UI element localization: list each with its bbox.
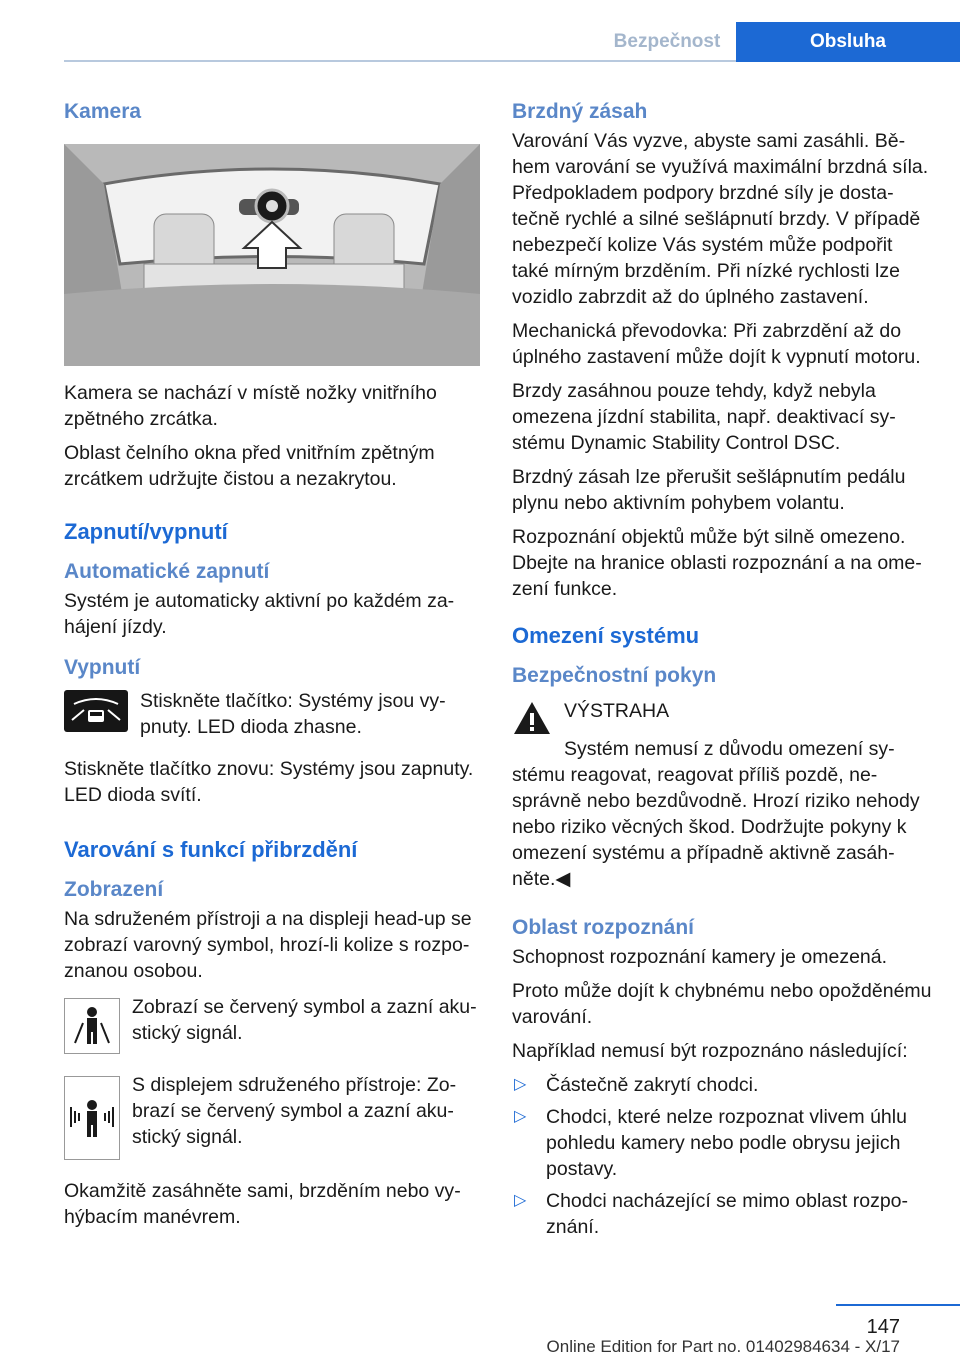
vypnuti-button-row — [64, 688, 482, 748]
tab-obsluha[interactable]: Obsluha — [736, 22, 960, 62]
zobrazeni-icon2-text: S displejem sdruženého přístroje: Zobrazí se červený symbol a zazní akustický signál. — [132, 1074, 457, 1148]
footer-rule — [836, 1304, 960, 1306]
zobrazeni-paragraph-2: Okamžitě zasáhněte sami, brzděním nebo vyhýbacím manévrem. — [64, 1180, 461, 1228]
warning-title: VÝSTRAHA — [564, 700, 670, 722]
warning-row — [512, 698, 932, 736]
oblast-paragraph-2: Proto může dojít k chybnému nebo opožděnému varování. — [512, 980, 932, 1028]
bullet-arrow-icon: ▷ — [514, 1192, 527, 1209]
brzdny-paragraph-1: Varování Vás vyzve, abyste sami zasáhli. Během varování se využívá maximální brzdná síla. Předpokladem podpory brzdné síly je dostatečně rychlé a silné sešlápnutí brzdy. V případě nebezpečí kolize Vás systém může podpořit také mírným brzděním. Při nízké rychlosti lze vozidlo zabrzdit až do úplného zastavení. — [512, 130, 929, 308]
limitations-list — [512, 1072, 932, 1240]
oblast-paragraph-3: Například nemusí být rozpoznáno následující: — [512, 1040, 908, 1062]
list-item: ▷ Chodci nacházející se mimo oblast rozpoznání. — [514, 1190, 909, 1238]
zobrazeni-icon1-text: Zobrazí se červený symbol a zazní akustický signál. — [132, 996, 477, 1044]
bullet-arrow-icon: ▷ — [514, 1108, 527, 1125]
zapnuti-heading: Zapnutí/vypnutí — [64, 519, 228, 544]
vypnuti-heading: Vypnutí — [64, 656, 141, 679]
zobrazeni-row-1 — [64, 994, 482, 1054]
kamera-heading: Kamera — [64, 100, 142, 123]
brzdny-paragraph-5: Rozpoznání objektů může být silně omezeno. Dbejte na hranice oblasti rozpoznání a na omezení funkce. — [512, 526, 922, 600]
brzdny-heading: Brzdný zásah — [512, 100, 648, 123]
zobrazeni-row-2 — [64, 1072, 482, 1160]
brzdny-paragraph-4: Brzdný zásah lze přerušit sešlápnutím pedálu plynu nebo aktivním pohybem volantu. — [512, 466, 906, 514]
zobrazeni-heading: Zobrazení — [64, 878, 164, 901]
warning-head — [564, 698, 932, 736]
page-number: 147 — [866, 1316, 900, 1338]
pedestrian-symbol-icon — [64, 998, 120, 1054]
oblast-heading: Oblast rozpoznání — [512, 916, 695, 939]
auto-paragraph: Systém je automaticky aktivní po každém zahájení jízdy. — [64, 590, 455, 638]
zobrazeni-paragraph: Na sdruženém přístroji a na displeji head-up se zobrazí varovný symbol, hrozí-li kolize s rozpoznanou osobou. — [64, 908, 472, 982]
pedestrian-acoustic-icon — [64, 1076, 120, 1160]
right-column — [512, 98, 932, 1246]
oblast-paragraph-1: Schopnost rozpoznání kamery je omezená. — [512, 946, 888, 968]
list-item: ▷ Částečně zakrytí chodci. — [514, 1074, 759, 1096]
auto-heading: Automatické zapnutí — [64, 560, 270, 583]
vypnuti-icon-text: Stiskněte tlačítko: Systémy jsou vypnuty. LED dioda zhasne. — [140, 690, 446, 738]
camera-windshield-photo — [64, 144, 480, 366]
vypnuti-paragraph: Stiskněte tlačítko znovu: Systémy jsou zapnuty. LED dioda svítí. — [64, 758, 474, 806]
pedestrian-warning-button-icon[interactable] — [64, 690, 128, 732]
edition-note: Online Edition for Part no. 01402984634 - X/17 — [546, 1337, 900, 1356]
brzdny-paragraph-2: Mechanická převodovka: Při zabrzdění až do úplného zastavení může dojít k vypnutí motoru. — [512, 320, 921, 368]
varovani-heading: Varování s funkcí přibrzdění — [64, 837, 358, 862]
tab-bezpecnost[interactable]: Bezpečnost — [613, 31, 721, 52]
warning-text: Systém nemusí z důvodu omezení systému reagovat, reagovat příliš pozdě, nesprávně nebo bezdůvodně. Hrozí riziko nehody nebo riziko věcných škod. Dodržujte pokyny k omezení systému a případně aktivně zasáhněte.◀ — [512, 738, 920, 890]
bezpecnostni-heading: Bezpečnostní pokyn — [512, 664, 717, 687]
left-column — [64, 98, 482, 1238]
warning-triangle-icon — [512, 700, 552, 736]
list-item: ▷ Chodci, které nelze rozpoznat vlivem úhlu pohledu kamery nebo podle obrysu jejich postavy. — [514, 1106, 907, 1180]
bullet-arrow-icon: ▷ — [514, 1076, 527, 1093]
brzdny-paragraph-3: Brzdy zasáhnou pouze tehdy, když nebyla omezena jízdní stabilita, např. deaktivací systému Dynamic Stability Control DSC. — [512, 380, 896, 454]
kamera-paragraph-2: Oblast čelního okna před vnitřním zpětným zrcátkem udržujte čistou a nezakrytou. — [64, 442, 435, 490]
omezeni-heading: Omezení systému — [512, 623, 700, 648]
kamera-paragraph-1: Kamera se nachází v místě nožky vnitřního zpětného zrcátka. — [64, 382, 437, 430]
